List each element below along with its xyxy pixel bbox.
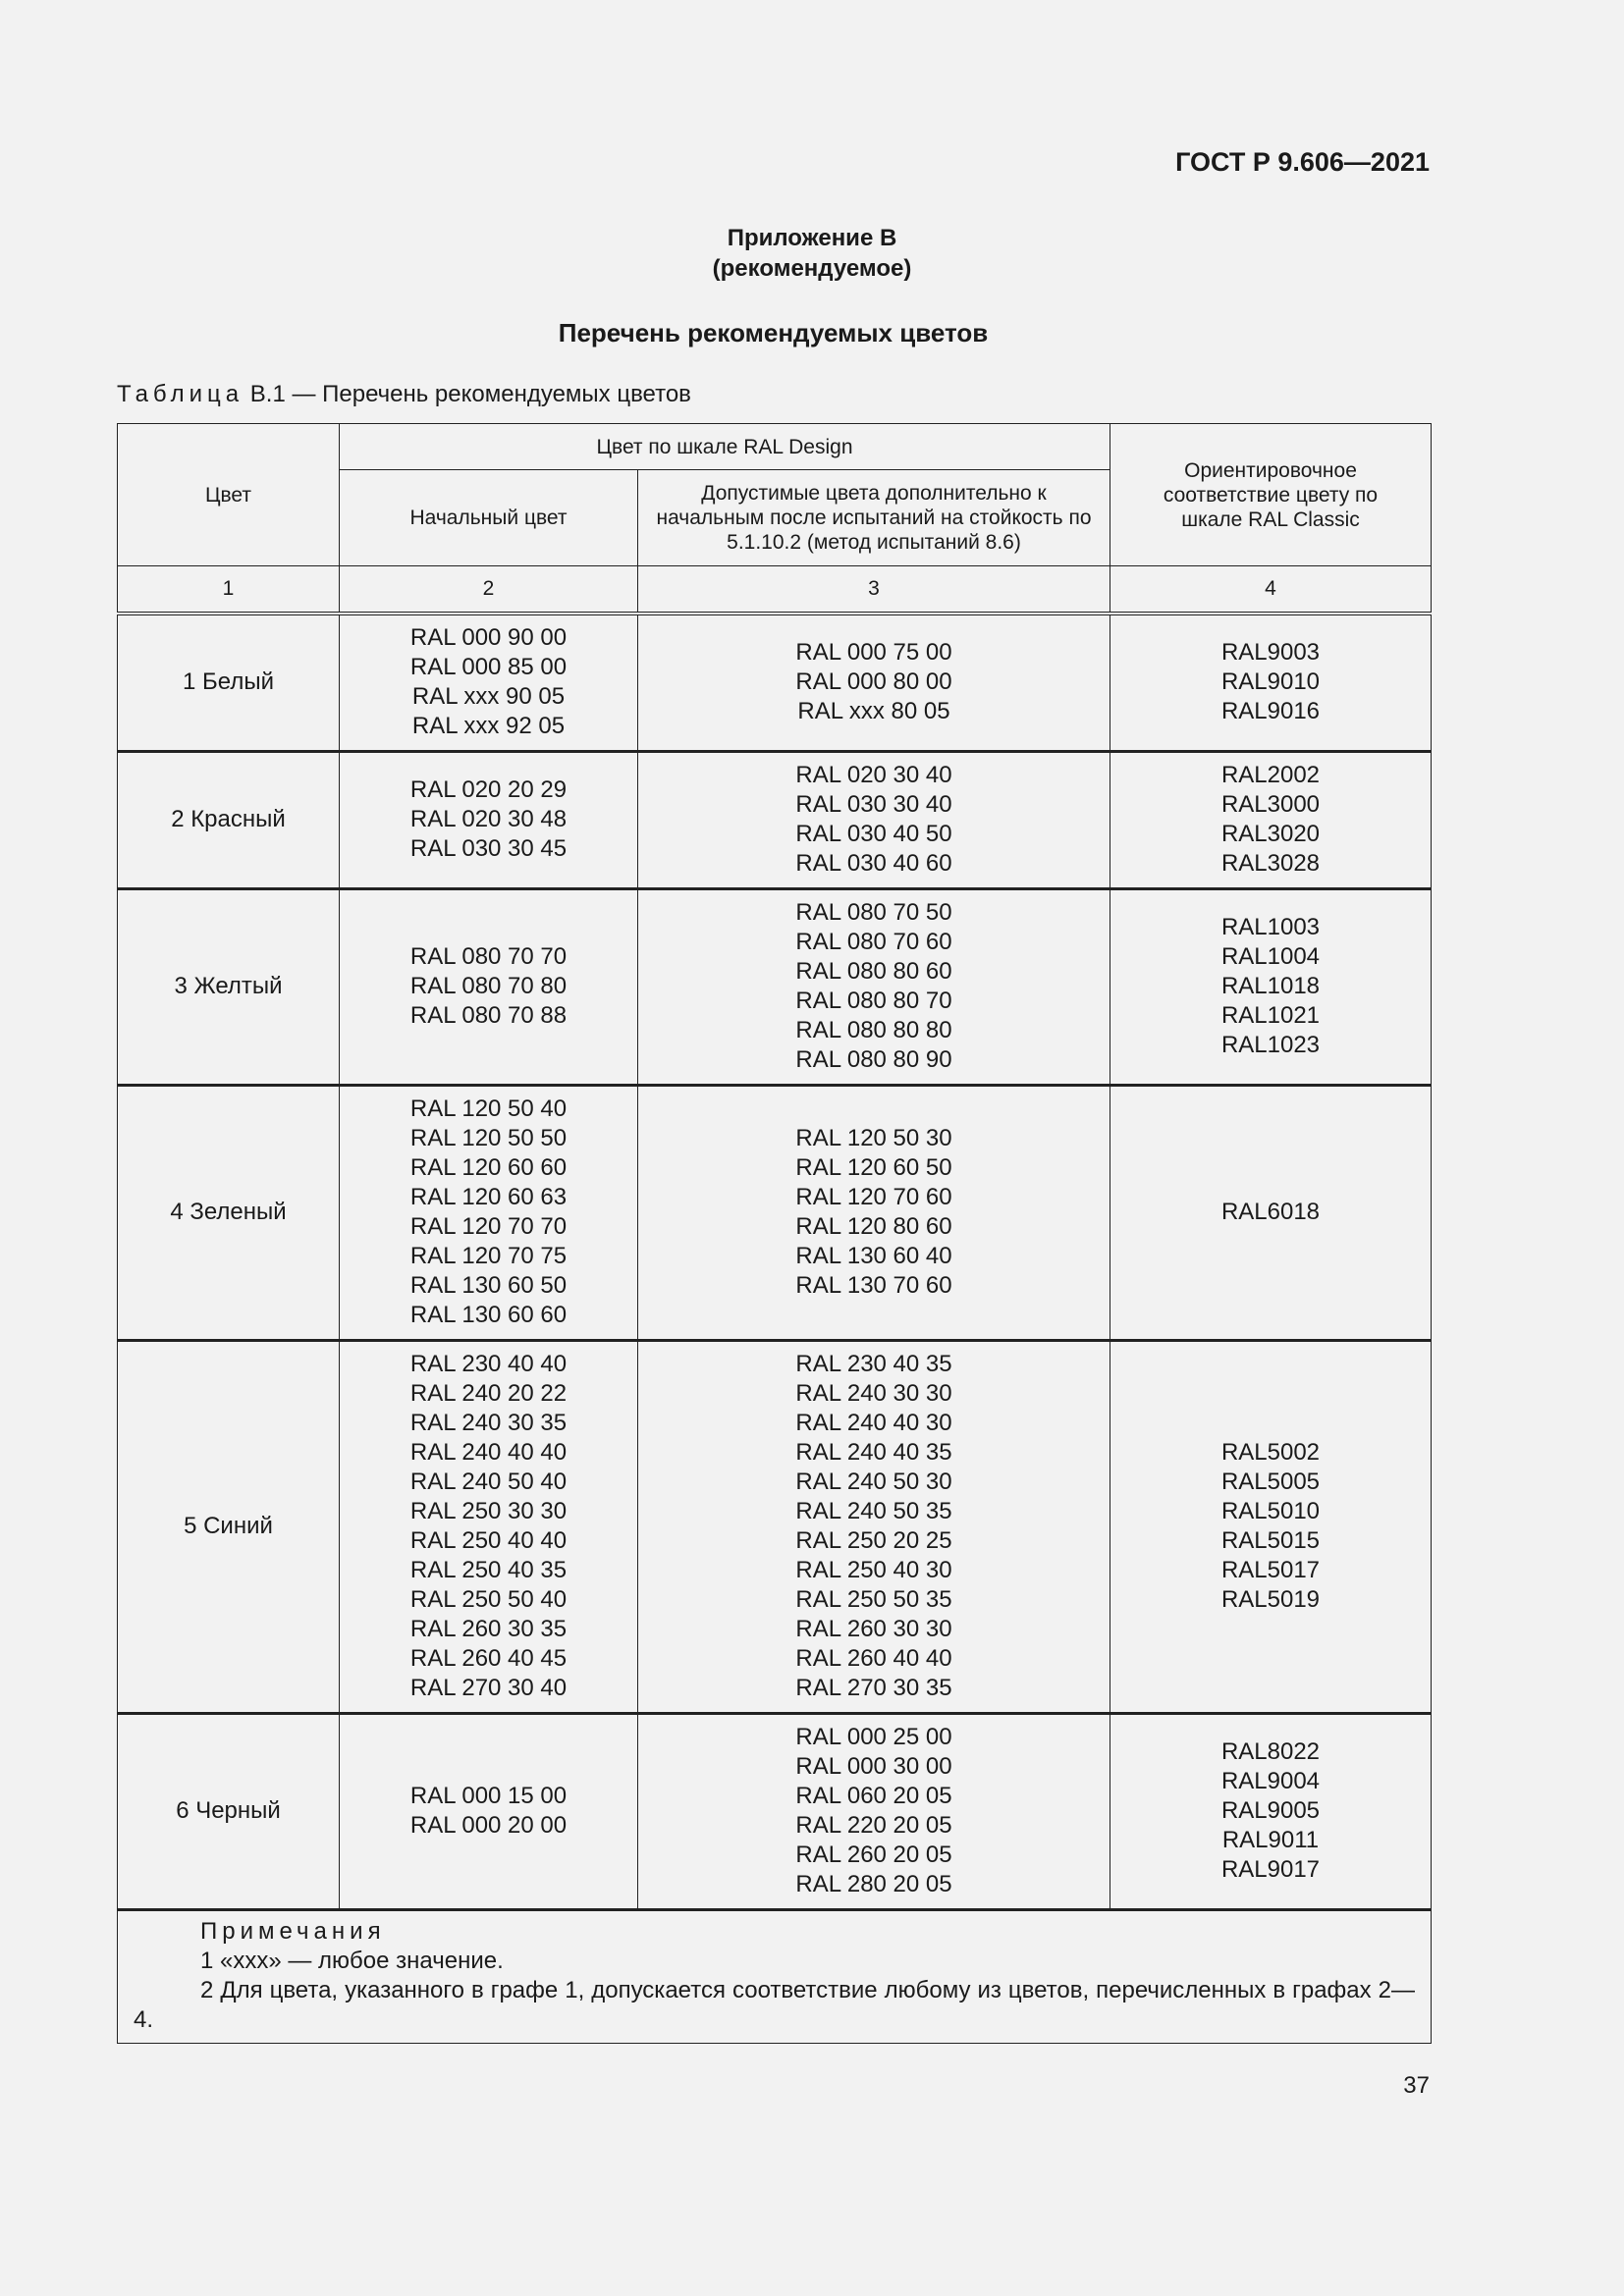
ral-code: RAL 130 60 50 bbox=[409, 1272, 568, 1299]
ral-code: RAL 020 30 40 bbox=[795, 762, 952, 788]
table-caption bbox=[117, 381, 691, 408]
ral-code: RAL3020 bbox=[1220, 821, 1321, 847]
ral-code: RAL 240 50 40 bbox=[409, 1468, 568, 1495]
ral-code: RAL 120 50 40 bbox=[409, 1095, 568, 1122]
ral-code: RAL 220 20 05 bbox=[795, 1812, 952, 1839]
ral-code: RAL 270 30 35 bbox=[795, 1675, 952, 1701]
notes-title: Примечания bbox=[200, 1917, 386, 1945]
ral-code: RAL6018 bbox=[1220, 1199, 1321, 1225]
ral-code: RAL1021 bbox=[1220, 1002, 1321, 1029]
allowed-colors-cell bbox=[638, 1340, 1110, 1713]
column-number: 1 bbox=[118, 566, 340, 614]
ral-code: RAL5005 bbox=[1220, 1468, 1321, 1495]
ral-code: RAL 020 20 29 bbox=[409, 776, 568, 803]
table-row bbox=[118, 888, 1432, 1085]
header-allowed-colors: Допустимые цвета дополнительно к начальным после испытаний на стойкость по 5.1.10.2 (метод испытаний 8.6) bbox=[638, 470, 1110, 566]
allowed-colors-cell bbox=[638, 751, 1110, 888]
allowed-colors-cell bbox=[638, 888, 1110, 1085]
ral-code: RAL 030 40 50 bbox=[795, 821, 952, 847]
ral-code: RAL xxx 80 05 bbox=[797, 698, 950, 725]
column-number: 2 bbox=[340, 566, 638, 614]
color-name-cell: 4 Зеленый bbox=[118, 1085, 340, 1340]
ral-code: RAL 250 50 40 bbox=[409, 1586, 568, 1613]
ral-code: RAL5015 bbox=[1220, 1527, 1321, 1554]
ral-code: RAL 240 40 35 bbox=[795, 1439, 952, 1466]
ral-code: RAL3000 bbox=[1220, 791, 1321, 818]
column-number: 3 bbox=[638, 566, 1110, 614]
ral-code: RAL 280 20 05 bbox=[795, 1871, 952, 1897]
ral-code: RAL8022 bbox=[1220, 1738, 1321, 1765]
ral-code: RAL 080 80 80 bbox=[795, 1017, 952, 1043]
ral-code: RAL 120 60 50 bbox=[795, 1154, 952, 1181]
ral-code: RAL 130 60 60 bbox=[409, 1302, 568, 1328]
ral-code: RAL 250 30 30 bbox=[409, 1498, 568, 1524]
ral-code: RAL5010 bbox=[1220, 1498, 1321, 1524]
classic-colors-cell bbox=[1110, 1085, 1432, 1340]
ral-code: RAL 030 30 40 bbox=[795, 791, 952, 818]
allowed-colors-cell bbox=[638, 614, 1110, 751]
ral-code: RAL 260 30 30 bbox=[795, 1616, 952, 1642]
ral-code: RAL 000 20 00 bbox=[409, 1812, 568, 1839]
ral-code: RAL5017 bbox=[1220, 1557, 1321, 1583]
ral-code: RAL 240 50 35 bbox=[795, 1498, 952, 1524]
table-caption-text: В.1 — Перечень рекомендуемых цветов bbox=[249, 381, 691, 407]
initial-colors-cell bbox=[340, 888, 638, 1085]
ral-code: RAL 000 80 00 bbox=[795, 668, 952, 696]
note-item: 2 Для цвета, указанного в графе 1, допускается соответствие любому из цветов, перечисленных в графах 2—4. bbox=[134, 1976, 1415, 2033]
document-number: ГОСТ Р 9.606—2021 bbox=[1175, 147, 1430, 177]
ral-code: RAL 230 40 40 bbox=[409, 1351, 568, 1377]
ral-code: RAL 080 70 70 bbox=[409, 943, 568, 970]
table-notes bbox=[118, 1909, 1432, 2043]
colors-table bbox=[117, 423, 1432, 2044]
ral-code: RAL 080 70 50 bbox=[795, 899, 952, 926]
color-name-cell: 6 Черный bbox=[118, 1713, 340, 1909]
column-number: 4 bbox=[1110, 566, 1432, 614]
ral-code: RAL 260 30 35 bbox=[409, 1616, 568, 1642]
header-ral-classic: Ориентировочное соответствие цвету по шкале RAL Classic bbox=[1110, 424, 1432, 566]
ral-code: RAL xxx 90 05 bbox=[411, 683, 566, 711]
ral-code: RAL 030 30 45 bbox=[409, 835, 568, 862]
ral-code: RAL 080 70 88 bbox=[409, 1002, 568, 1029]
ral-code: RAL5002 bbox=[1220, 1439, 1321, 1466]
ral-code: RAL 250 40 40 bbox=[409, 1527, 568, 1554]
ral-code: RAL 000 75 00 bbox=[795, 639, 952, 667]
appendix-title: Приложение В bbox=[727, 225, 897, 251]
ral-code: RAL9004 bbox=[1220, 1768, 1321, 1794]
ral-code: RAL3028 bbox=[1220, 850, 1321, 877]
ral-code: RAL 250 40 35 bbox=[409, 1557, 568, 1583]
ral-code: RAL 120 70 60 bbox=[795, 1184, 952, 1210]
ral-code: RAL 120 60 63 bbox=[409, 1184, 568, 1210]
color-name-cell: 5 Синий bbox=[118, 1340, 340, 1713]
ral-code: RAL 250 40 30 bbox=[795, 1557, 952, 1583]
ral-code: RAL 130 60 40 bbox=[795, 1243, 952, 1269]
color-name-cell: 3 Желтый bbox=[118, 888, 340, 1085]
ral-code: RAL9011 bbox=[1221, 1827, 1320, 1853]
ral-code: RAL 080 80 70 bbox=[795, 988, 952, 1014]
page-number: 37 bbox=[1403, 2072, 1430, 2099]
ral-code: RAL2002 bbox=[1220, 762, 1321, 788]
ral-code: RAL 120 50 50 bbox=[409, 1125, 568, 1151]
ral-code: RAL 260 20 05 bbox=[795, 1842, 952, 1868]
table-row bbox=[118, 1340, 1432, 1713]
table-caption-label: Таблица bbox=[117, 381, 244, 407]
classic-colors-cell bbox=[1110, 751, 1432, 888]
ral-code: RAL1003 bbox=[1220, 914, 1321, 940]
table-row bbox=[118, 1713, 1432, 1909]
ral-code: RAL 080 70 80 bbox=[409, 973, 568, 999]
ral-code: RAL5019 bbox=[1220, 1586, 1321, 1613]
header-color: Цвет bbox=[118, 424, 340, 566]
ral-code: RAL 260 40 45 bbox=[409, 1645, 568, 1672]
ral-code: RAL xxx 92 05 bbox=[411, 713, 566, 740]
classic-colors-cell bbox=[1110, 888, 1432, 1085]
ral-code: RAL 240 20 22 bbox=[409, 1380, 568, 1407]
table-row bbox=[118, 1085, 1432, 1340]
ral-code: RAL1018 bbox=[1220, 973, 1321, 999]
ral-code: RAL 120 50 30 bbox=[795, 1125, 952, 1151]
table-row bbox=[118, 614, 1432, 751]
color-name-cell: 1 Белый bbox=[118, 614, 340, 751]
header-initial-color: Начальный цвет bbox=[340, 470, 638, 566]
ral-code: RAL 060 20 05 bbox=[795, 1783, 952, 1809]
note-item: 1 «xxx» — любое значение. bbox=[200, 1947, 504, 1974]
ral-code: RAL 250 20 25 bbox=[795, 1527, 952, 1554]
allowed-colors-cell bbox=[638, 1713, 1110, 1909]
ral-code: RAL1004 bbox=[1220, 943, 1321, 970]
section-title: Перечень рекомендуемых цветов bbox=[558, 318, 989, 347]
ral-code: RAL 000 30 00 bbox=[795, 1753, 952, 1780]
allowed-colors-cell bbox=[638, 1085, 1110, 1340]
initial-colors-cell bbox=[340, 1713, 638, 1909]
ral-code: RAL 240 50 30 bbox=[795, 1468, 952, 1495]
ral-code: RAL9003 bbox=[1220, 639, 1321, 667]
ral-code: RAL 240 30 30 bbox=[795, 1380, 952, 1407]
ral-code: RAL 230 40 35 bbox=[795, 1351, 952, 1377]
ral-code: RAL 000 15 00 bbox=[409, 1783, 568, 1809]
initial-colors-cell bbox=[340, 1085, 638, 1340]
ral-code: RAL 120 60 60 bbox=[409, 1154, 568, 1181]
classic-colors-cell bbox=[1110, 1713, 1432, 1909]
ral-code: RAL 080 70 60 bbox=[795, 929, 952, 955]
initial-colors-cell bbox=[340, 614, 638, 751]
ral-code: RAL 270 30 40 bbox=[409, 1675, 568, 1701]
classic-colors-cell bbox=[1110, 614, 1432, 751]
color-name-cell: 2 Красный bbox=[118, 751, 340, 888]
ral-code: RAL 120 70 70 bbox=[409, 1213, 568, 1240]
ral-code: RAL 130 70 60 bbox=[795, 1272, 952, 1299]
ral-code: RAL9005 bbox=[1220, 1797, 1321, 1824]
ral-code: RAL9010 bbox=[1220, 668, 1321, 696]
ral-code: RAL 240 30 35 bbox=[409, 1410, 568, 1436]
header-ral-design: Цвет по шкале RAL Design bbox=[340, 424, 1110, 470]
ral-code: RAL1023 bbox=[1220, 1032, 1321, 1058]
classic-colors-cell bbox=[1110, 1340, 1432, 1713]
appendix-subtitle: (рекомендуемое) bbox=[712, 255, 912, 282]
ral-code: RAL 240 40 30 bbox=[795, 1410, 952, 1436]
initial-colors-cell bbox=[340, 751, 638, 888]
initial-colors-cell bbox=[340, 1340, 638, 1713]
ral-code: RAL 240 40 40 bbox=[409, 1439, 568, 1466]
ral-code: RAL 120 80 60 bbox=[795, 1213, 952, 1240]
table-row bbox=[118, 751, 1432, 888]
ral-code: RAL 020 30 48 bbox=[409, 806, 568, 832]
ral-code: RAL 080 80 90 bbox=[795, 1046, 952, 1073]
ral-code: RAL 080 80 60 bbox=[795, 958, 952, 985]
ral-code: RAL9016 bbox=[1220, 698, 1321, 725]
ral-code: RAL 000 25 00 bbox=[795, 1724, 952, 1750]
ral-code: RAL9017 bbox=[1220, 1856, 1321, 1883]
ral-code: RAL 030 40 60 bbox=[795, 850, 952, 877]
ral-code: RAL 000 85 00 bbox=[409, 654, 568, 681]
ral-code: RAL 260 40 40 bbox=[795, 1645, 952, 1672]
ral-code: RAL 250 50 35 bbox=[795, 1586, 952, 1613]
ral-code: RAL 000 90 00 bbox=[409, 624, 568, 652]
ral-code: RAL 120 70 75 bbox=[409, 1243, 568, 1269]
